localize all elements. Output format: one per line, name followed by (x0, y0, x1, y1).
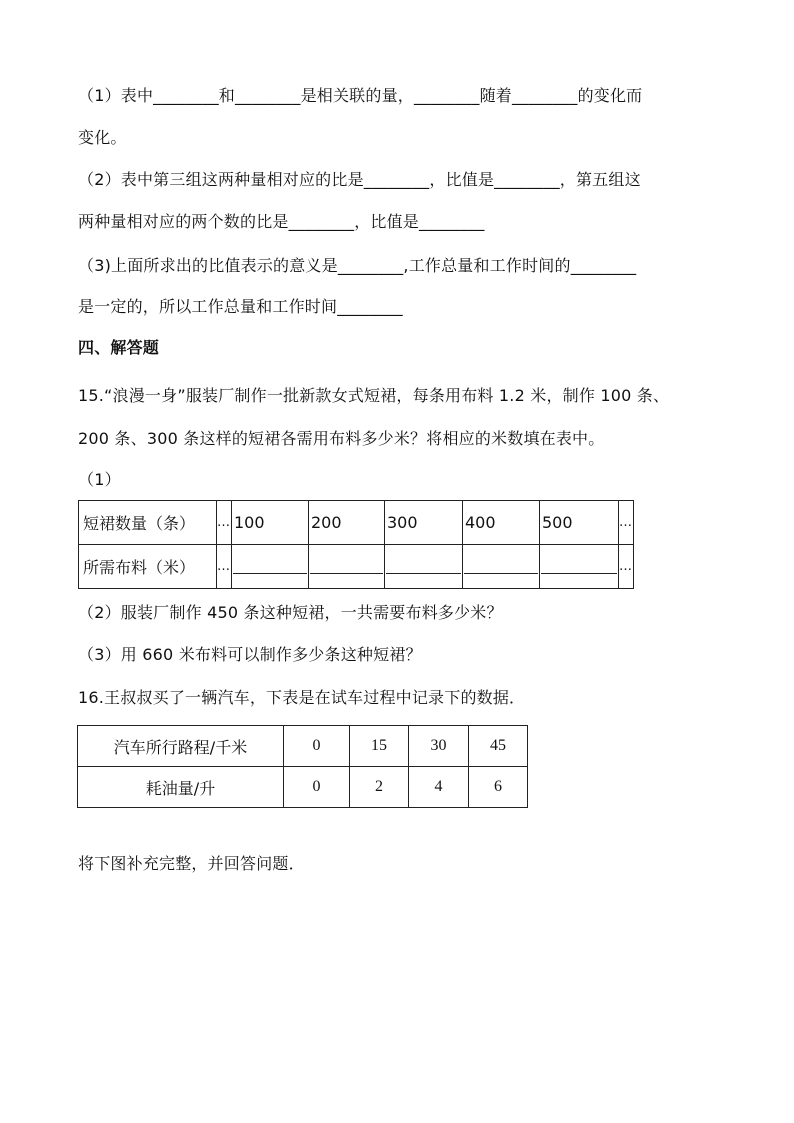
fill-blank-line-4: 两种量相对应的两个数的比是________，比值是________ (78, 212, 485, 231)
fill-blank-line-3: （2）表中第三组这两种量相对应的比是________，比值是________，第五组这 (78, 170, 641, 189)
q15-fabric-blank (540, 545, 619, 589)
q16-table-row-distance (78, 726, 528, 767)
q15-table (78, 500, 634, 589)
q15-row1-ellipsis-right: … (619, 501, 634, 545)
fill-blank-line-2: 变化。 (78, 128, 127, 147)
q15-part1-label: （1） (78, 470, 121, 489)
q15-part3: （3）用 660 米布料可以制作多少条这种短裙？ (78, 645, 422, 664)
q15-quantity-cell: 400 (463, 501, 540, 545)
q15-quantity-cell: 300 (385, 501, 463, 545)
q16-distance-cell: 15 (350, 726, 409, 767)
q15-row1-label: 短裙数量（条） (79, 501, 217, 545)
q16-distance-cell: 30 (409, 726, 469, 767)
q15-row1-ellipsis-left: … (217, 501, 232, 545)
q16-fuel-cell: 4 (409, 767, 469, 808)
section-heading: 四、解答题 (78, 338, 160, 357)
q16-fuel-cell: 6 (469, 767, 528, 808)
q15-fabric-blank (385, 545, 463, 589)
q16-fuel-cell: 2 (350, 767, 409, 808)
q15-quantity-cell: 500 (540, 501, 619, 545)
q15-table-row-fabric (79, 545, 634, 589)
q16-row1-label: 汽车所行路程/千米 (78, 726, 284, 767)
q16-table-row-fuel (78, 767, 528, 808)
q16-fuel-cell: 0 (284, 767, 350, 808)
q15-row2-label: 所需布料（米） (79, 545, 217, 589)
q15-text-line-2: 200 条、300 条这样的短裙各需用布料多少米？将相应的米数填在表中。 (78, 429, 605, 448)
q16-text: 16.王叔叔买了一辆汽车，下表是在试车过程中记录下的数据． (78, 688, 526, 707)
q16-distance-cell: 0 (284, 726, 350, 767)
q15-fabric-blank (463, 545, 540, 589)
q16-distance-cell: 45 (469, 726, 528, 767)
q15-part2: （2）服装厂制作 450 条这种短裙，一共需要布料多少米？ (78, 603, 503, 622)
q15-quantity-cell: 100 (232, 501, 309, 545)
fill-blank-line-6: 是一定的，所以工作总量和工作时间________ (78, 297, 403, 316)
fill-blank-line-1: （1）表中________和________是相关联的量，________随着________的变化而 (78, 86, 643, 105)
q16-table (77, 725, 528, 808)
q16-row2-label: 耗油量/升 (78, 767, 284, 808)
q15-fabric-blank (232, 545, 309, 589)
q15-row2-ellipsis-right: … (619, 545, 634, 589)
q15-row2-ellipsis-left: … (217, 545, 232, 589)
q15-fabric-blank (309, 545, 385, 589)
q15-quantity-cell: 200 (309, 501, 385, 545)
q15-text-line-1: 15.“浪漫一身”服装厂制作一批新款女式短裙，每条用布料 1.2 米，制作 100 条、 (78, 386, 670, 405)
q16-instruction: 将下图补充完整，并回答问题． (78, 854, 305, 873)
q15-table-row-quantity (79, 501, 634, 545)
fill-blank-line-5: （3)上面所求出的比值表示的意义是________,工作总量和工作时间的________ (78, 256, 637, 275)
